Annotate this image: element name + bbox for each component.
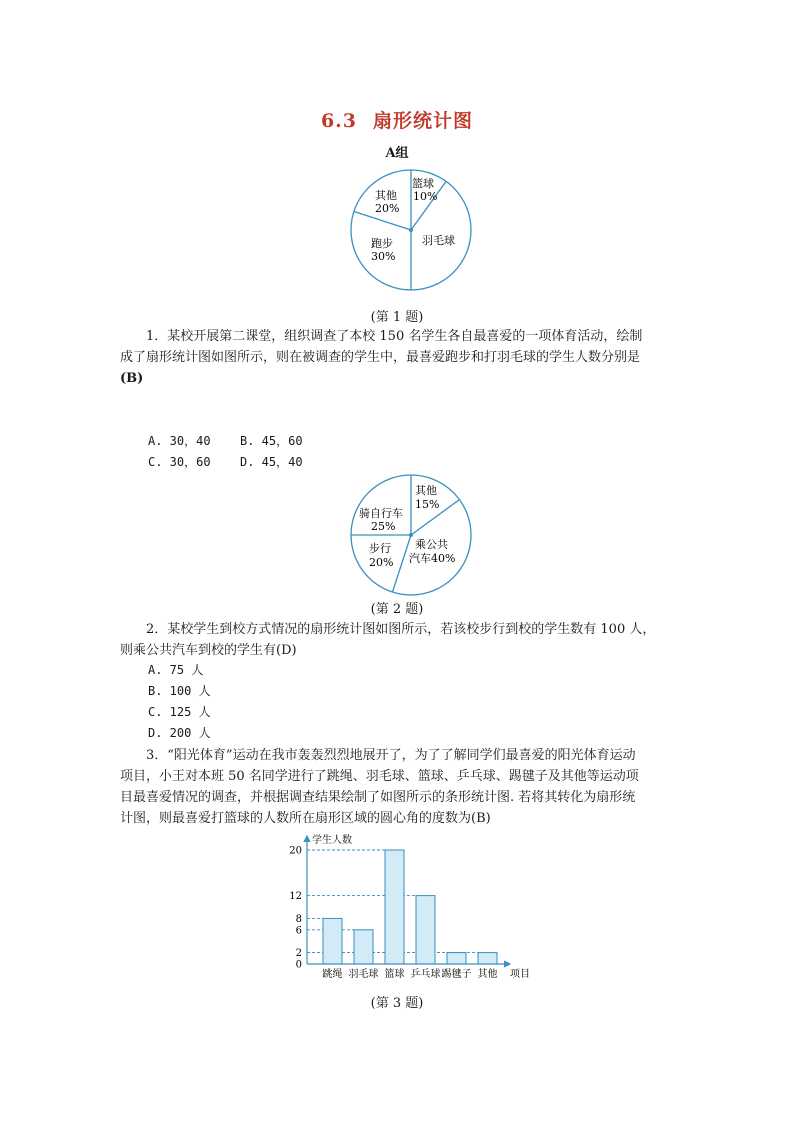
q2-option-c: C. 125 人 xyxy=(148,705,211,719)
y-tick-label: 6 xyxy=(295,925,302,937)
bar-5 xyxy=(478,953,497,964)
q3-line-3: 目最喜爱情况的调查，并根据调查结果绘制了如图所示的条形统计图. 若将其转化为扇形统 xyxy=(120,790,636,805)
x-category-label: 乒乓球 xyxy=(410,969,441,980)
pie2-label-bike-pct: 25% xyxy=(371,520,396,533)
q2-line-1: 2．某校学生到校方式情况的扇形统计图如图所示，若该校步行到校的学生数有 100 人， xyxy=(146,622,656,637)
pie2-label-bike: 骑自行车 xyxy=(359,507,403,520)
pie1-center xyxy=(409,228,413,232)
page-title xyxy=(0,106,794,133)
y-tick-label: 12 xyxy=(289,891,302,903)
bar-0 xyxy=(323,918,342,964)
y-axis-label: 学生人数 xyxy=(312,835,352,846)
q2-text-2 xyxy=(120,640,680,661)
pie-chart-1 xyxy=(349,167,473,293)
q3-line-1: 3．“阳光体育”运动在我市轰轰烈烈地展开了，为了了解同学们最喜爱的阳光体育运动 xyxy=(146,748,636,763)
bar-chart-3 xyxy=(286,832,536,982)
bar-2 xyxy=(385,850,404,964)
q2-option-a: A. 75 人 xyxy=(148,663,204,677)
section-title: 扇形统计图 xyxy=(373,110,474,132)
x-category-label: 羽毛球 xyxy=(348,969,379,980)
pie2-label-bus-2: 汽车40% xyxy=(409,552,456,565)
pie2-label-bus-1: 乘公共 xyxy=(415,538,448,551)
q2-option-d: D. 200 人 xyxy=(148,726,211,740)
pie1-label-running: 跑步 xyxy=(371,237,393,250)
q1-options-row-2 xyxy=(148,453,303,470)
pie1-label-basketball: 篮球 xyxy=(412,177,434,190)
y-tick-label: 8 xyxy=(295,913,302,925)
y-tick-label: 2 xyxy=(295,948,302,960)
q2-text xyxy=(120,619,680,640)
pie1-label-running-pct: 30% xyxy=(371,250,396,263)
bar-1 xyxy=(354,930,373,964)
q1-answer: (B) xyxy=(120,371,144,386)
fig3-caption: (第 3 题) xyxy=(370,996,424,1011)
pie1-label-other-pct: 20% xyxy=(375,202,400,215)
q1-options-row-1 xyxy=(148,432,303,449)
section-number: 6.3 xyxy=(320,110,358,132)
pie2-center xyxy=(409,533,413,537)
pie1-label-basketball-pct: 10% xyxy=(413,190,438,203)
bar-4 xyxy=(447,953,466,964)
q1-option-a: A. 30，40 xyxy=(148,434,211,448)
q3-text xyxy=(120,745,680,766)
bar-3 xyxy=(416,896,435,964)
q3-line-4: 计图，则最喜爱打篮球的人数所在扇形区域的圆心角的度数为(B) xyxy=(120,811,491,826)
x-category-label: 踢毽子 xyxy=(441,969,472,980)
pie1-label-other: 其他 xyxy=(375,189,397,202)
group-heading: A组 xyxy=(385,146,409,161)
q1-option-c: C. 30，60 xyxy=(148,455,211,469)
pie2-label-other: 其他 xyxy=(415,484,437,497)
x-axis-label: 项目 xyxy=(510,969,530,980)
x-category-label: 跳绳 xyxy=(322,969,343,980)
q1-option-d: D. 45，40 xyxy=(240,455,303,469)
pie2-label-other-pct: 15% xyxy=(415,498,440,511)
pie-chart-2 xyxy=(349,472,473,598)
pie2-label-walk-pct: 20% xyxy=(369,556,394,569)
pie2-label-walk: 步行 xyxy=(369,542,391,555)
q3-line-2: 项目，小王对本班 50 名同学进行了跳绳、羽毛球、篮球、乒乓球、踢毽子及其他等运动项 xyxy=(120,769,639,784)
fig2-caption: (第 2 题) xyxy=(370,602,424,617)
q2-line-2: 则乘公共汽车到校的学生有(D) xyxy=(120,643,297,658)
q3-text-2 xyxy=(120,766,680,829)
x-category-label: 篮球 xyxy=(384,969,405,980)
q1-text-2 xyxy=(120,347,680,389)
y-tick-label: 0 xyxy=(295,959,302,971)
fig1-caption: (第 1 题) xyxy=(370,310,424,325)
y-tick-label: 20 xyxy=(289,845,302,857)
pie1-label-badminton: 羽毛球 xyxy=(422,234,455,247)
q2-option-b: B. 100 人 xyxy=(148,684,211,698)
q1-line-1: 1．某校开展第二课堂，组织调查了本校 150 名学生各自最喜爱的一项体育活动，绘制 xyxy=(146,329,643,344)
x-category-label: 其他 xyxy=(477,969,498,980)
q1-line-2: 成了扇形统计图如图所示，则在被调查的学生中，最喜爱跑步和打羽毛球的学生人数分别是 xyxy=(120,350,641,365)
q1-option-b: B. 45，60 xyxy=(240,434,303,448)
q1-text xyxy=(120,326,680,347)
